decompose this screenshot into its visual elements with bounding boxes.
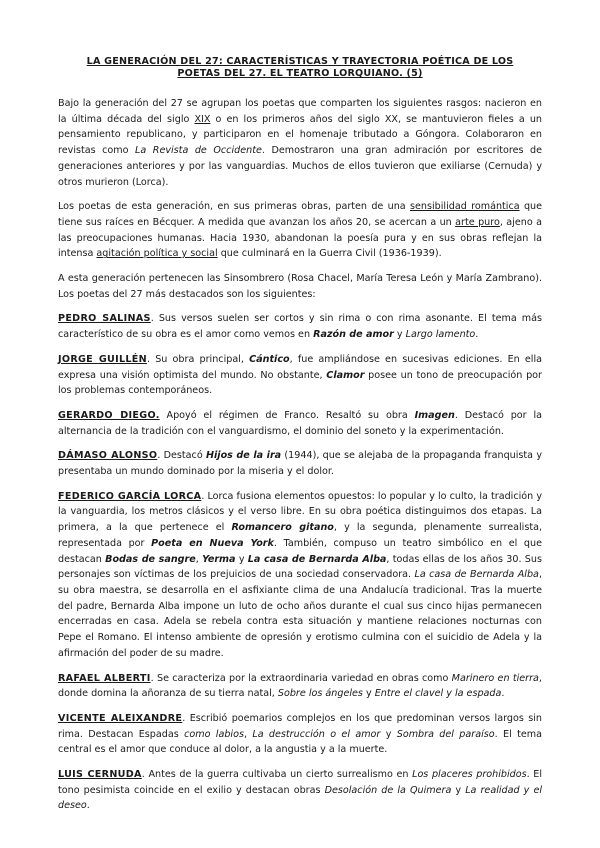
poet-text: posee un tono de preocupación por los problemas contemporáneos. (58, 369, 542, 397)
poet-text: y (451, 784, 466, 796)
work-title: La casa de Bernarda Alba (247, 553, 387, 565)
work-title: La realidad y el deseo (58, 784, 543, 812)
work-title: Los placeres prohibidos (412, 769, 527, 781)
poet-text: . Sus versos suelen ser cortos y sin rima o con rima asonante. El tema más característico de su obra es el amor como vemos en (58, 313, 542, 341)
page-title (58, 56, 542, 80)
poet-text: . Escribió poemarios complejos en los que predominan versos largos sin rima. Destacan Espadas (58, 712, 542, 740)
poet-text: y (235, 553, 248, 565)
work-title: Sombra del paraíso (396, 728, 495, 740)
poet-text: . El tema central es el amor que conduce al dolor, a la angustia y a la muerte. (58, 728, 542, 756)
work-title: La destrucción o el amor (252, 728, 381, 740)
poet-text: . Lorca fusiona elementos opuestos: lo popular y lo culto, la tradición y la vanguardia, los metros clásicos y el verso libre. En su obra poética distinguimos dos etapas. La primera, a la que pertenece el (58, 490, 542, 534)
work-title: Razón de amor (313, 329, 394, 341)
work-title: Sobre los ángeles (277, 688, 363, 700)
work-title: Romancero gitano (231, 522, 334, 534)
poet-text: . Se caracteriza por la extraordinaria variedad en obras como (150, 672, 452, 684)
poet-text: . (86, 800, 90, 812)
poet-name: VICENTE ALEIXANDRE (58, 712, 183, 724)
evolution-text: que culminará en la Guerra Civil (1936-1939). (217, 248, 442, 260)
poet-text: . (475, 329, 479, 341)
poet-alberti (58, 671, 542, 702)
poet-text: . El tono pesimista coincide en el exilio y destacan obras (58, 769, 543, 796)
work-title: Bodas de sangre (105, 553, 196, 565)
poet-text: . Destacó por la alternancia de la tradición con el vanguardismo, el dominio del soneto y la experimentación. (58, 409, 542, 437)
evolution-text: que tiene sus raíces en Bécquer. A medida que avanzan los años 20, se acercan a un (58, 201, 543, 228)
title-line-2: POETAS DEL 27. EL TEATRO LORQUIANO. (5) (177, 68, 423, 79)
poet-diego (58, 408, 542, 439)
intro-paragraph (58, 96, 542, 190)
poet-text: y (362, 688, 375, 700)
poet-text: y (393, 329, 406, 341)
century-xix: XIX (194, 113, 211, 125)
work-title: Desolación de la Quimera (324, 784, 452, 796)
poet-text: Apoyó el régimen de Franco. Resaltó su obra (159, 409, 415, 421)
work-title: como labios (184, 728, 244, 740)
sinsombrero-paragraph: A esta generación pertenecen las Sinsombrero (Rosa Chacel, María Teresa León y María Zambrano). Los poetas del 27 más destacados son los siguientes: (58, 273, 542, 300)
poet-cernuda (58, 767, 542, 814)
poet-name: PEDRO SALINAS (58, 313, 151, 325)
poet-name: GERARDO DIEGO. (58, 409, 160, 421)
work-title: La casa de Bernarda Alba (414, 569, 539, 581)
poet-text: y (380, 728, 397, 740)
poet-text: , (243, 728, 253, 740)
work-title: Clamor (326, 369, 365, 381)
agitacion-politica: agitación política y social (96, 248, 218, 260)
poet-text: (1944), que se alejaba de la propaganda franquista y presentaba un mundo dominado por la miseria y el dolor. (58, 450, 542, 478)
sensibilidad-romantica: sensibilidad romántica (410, 201, 520, 213)
poet-text: , y la segunda, plenamente surrealista, representada por (58, 522, 543, 549)
work-title: Entre el clavel y la espada (374, 688, 502, 700)
title-line-1: LA GENERACIÓN DEL 27: CARACTERÍSTICAS Y TRAYECTORIA POÉTICA DE LOS (86, 56, 514, 67)
work-title: Hijos de la ira (205, 450, 282, 462)
poet-name: DÁMASO ALONSO (58, 450, 158, 462)
poet-guillen (58, 352, 542, 399)
poet-alonso (58, 448, 542, 479)
poet-salinas (58, 311, 542, 342)
revista-title: La Revista de Occidente (135, 145, 262, 157)
poet-lorca (58, 489, 542, 662)
poet-text: , (195, 553, 203, 565)
intro-text: o en los primeros años del siglo XX, se mantuvieron fieles a un pensamiento republicano, y participaron en el homenaje tributado a Góngora. Colaboraron en revistas como (58, 113, 542, 157)
poet-text: , donde domina la añoranza de su tierra natal, (58, 672, 542, 700)
document-page (58, 56, 542, 823)
evolution-paragraph (58, 199, 542, 262)
poet-name: FEDERICO GARCÍA LORCA (58, 490, 202, 502)
evolution-text: , ajeno a las preocupaciones humanas. Hacia 1930, abandonan la poesía pura y en sus obras reflejan la intensa (58, 216, 542, 260)
poet-text: , fue ampliándose en sucesivas ediciones. En ella expresa una visión optimista del mundo. No obstante, (58, 353, 543, 381)
work-title: Largo lamento (405, 329, 476, 341)
poet-text: . Destacó (157, 450, 206, 462)
poet-text: , su obra maestra, se desarrolla en el asfixiante clima de una Andalucía tradicional. Tras la muerte del padre, Bernarda Alba impone un luto de ocho años durante el cual sus cinco hijas permanecen encerradas en casa. Adela se rebela contra esta situación y mantiene relaciones nocturnas con Pepe el Romano. El intenso ambiente de opresión y erotismo culmina con el suicidio de Adela y la afirmación del poder de su madre. (58, 569, 542, 659)
work-title: Marinero en tierra (451, 672, 539, 684)
work-title: Cántico (249, 353, 290, 365)
poet-name: JORGE GUILLÉN (58, 353, 147, 365)
intro-text: . Demostraron una gran admiración por escritores de generaciones anteriores y por las vanguardias. Muchos de ellos tuvieron que exiliarse (Cernuda) y otros murieron (Lorca). (58, 145, 543, 188)
poet-aleixandre (58, 711, 542, 758)
evolution-text: Los poetas de esta generación, en sus primeras obras, parten de una (58, 201, 411, 213)
intro-text: Bajo la generación del 27 se agrupan los poetas que comparten los siguientes rasgos: nacieron en la última década del siglo (58, 98, 542, 125)
poet-name: LUIS CERNUDA (58, 769, 142, 781)
poet-text: . Su obra principal, (146, 353, 250, 365)
poet-text: . Antes de la guerra cultivaba un cierto surrealismo en (141, 769, 413, 781)
poet-text: , todas ellas de los años 30. Sus personajes son víctimas de los prejuicios de una sociedad conservadora. (58, 553, 542, 581)
poet-text: . (501, 688, 505, 700)
work-title: Poeta en Nueva York (151, 537, 274, 549)
poet-name: RAFAEL ALBERTI (58, 672, 151, 684)
arte-puro: arte puro (455, 216, 500, 228)
work-title: Imagen (414, 409, 455, 421)
poet-text: . También, compuso un teatro simbólico en el que destacan (58, 537, 542, 565)
work-title: Yerma (202, 553, 236, 565)
